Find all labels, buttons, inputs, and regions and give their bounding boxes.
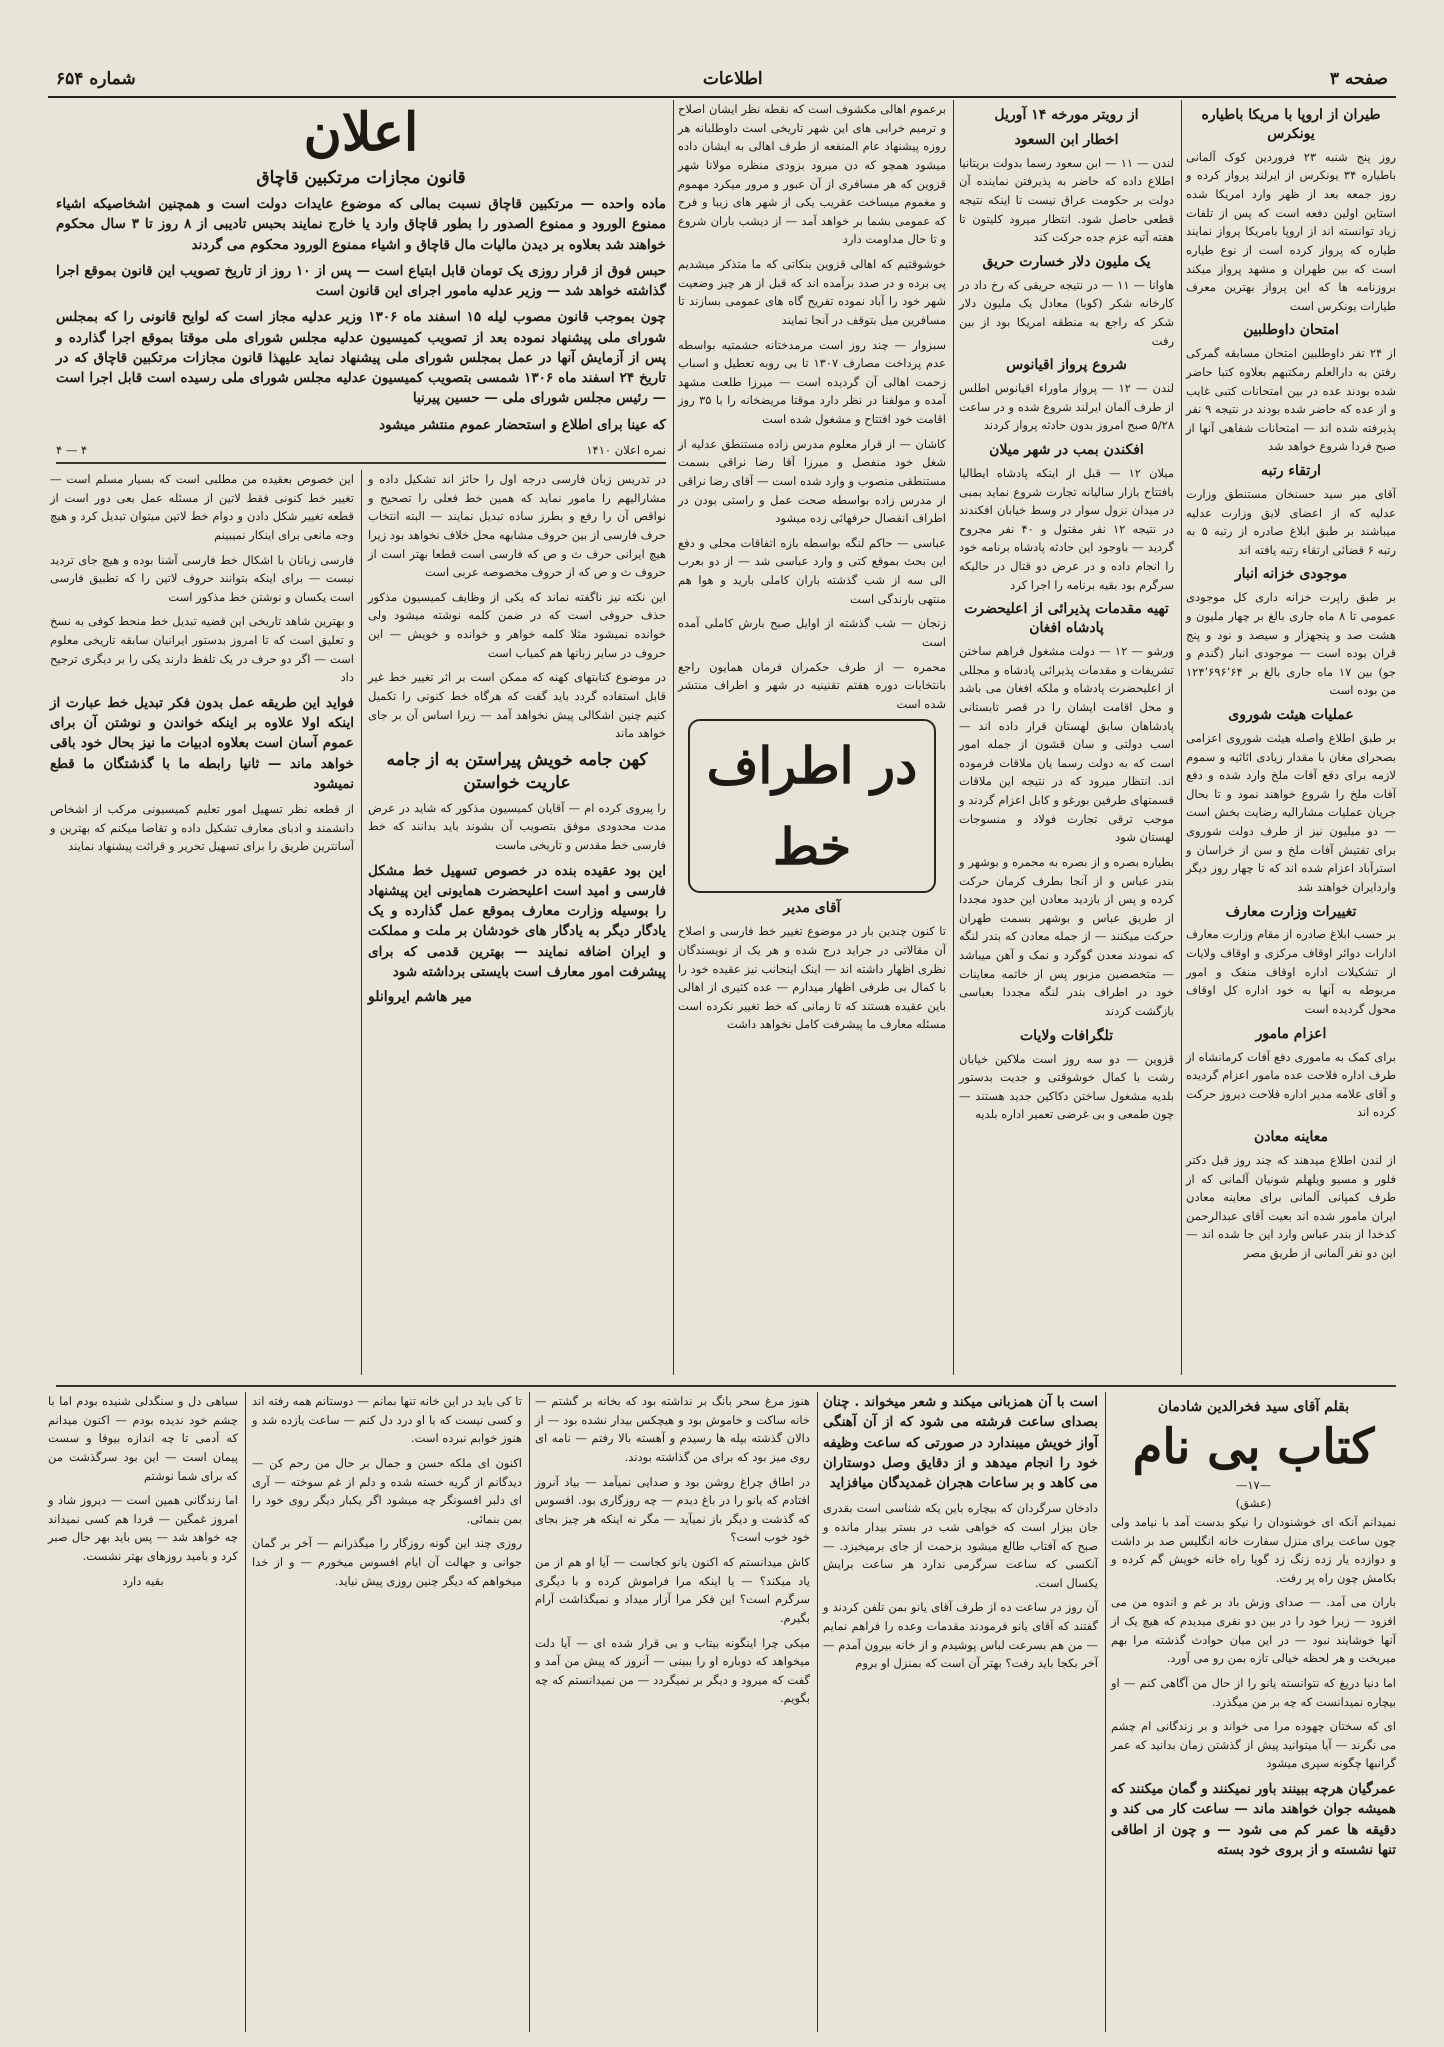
article-text: آقای میر سید حسنخان مستنطق وزارت عدلیه که از اعضای لایق وزارت عدلیه میباشند بر طبق ابلاغ صادره از رتبه ۵ به رتبه ۶ قضائی ارتقاء رتبه یافته اند (1186, 486, 1396, 557)
law-text: حبس فوق از قرار روزی یک تومان قابل ابتیاع است — پس از ۱۰ روز از تاریخ تصویب این قانون بموقع اجرا گذاشته خواهد شد — وزیر عدلیه مامور اجرای این قانون است (56, 262, 666, 300)
headline: افکندن بمب در شهر میلان (989, 442, 1144, 459)
law-text: ماده واحده — مرتکبین قاچاق نسبت بمالی که موضوع عایدات دولت است و همچنین اشخاصیکه اشیاء ممنوع الورود و ممنوع الصدور را بطور قاچاق وارد یا خارج نمایند بحبس تادیبی از ۸ روز تا ۳ سال محکوم خواهند شد بعلاوه بر دیدن مالیات مال قاچاق و اشیاء ممنوع الورود محکوم می گردند (56, 196, 666, 253)
article-text: فواید این طریقه عمل بدون فکر تبدیل خط عبارت از اینکه اولا علاوه بر اینکه خواندن و نوشتن آن برای عموم آسان است بعلاوه ادبیات ما نیز بحال خود باقی خواهد ماند — ثانیا رابطه ما با گذشتگان ما قطع نمیشود (50, 694, 354, 792)
article-text: را پیروی کرده ام — آقایان کمیسیون مذکور که شاید در عرض مدت محدودی موفق بتصویب آن بشوند باید بدانند که خط فارسی خط مقدس و تاریخی ماست (368, 800, 666, 852)
article-text: تا کی باید در این خانه تنها بمانم — دوستانم همه رفته اند و کسی نیست که با او درد دل کنم — ساعت یازده شد و هنوز خوابم نبرده است. (252, 1394, 522, 1446)
to-be-continued: بقیه دارد (122, 1573, 164, 1588)
article-text: روز پنج شنبه ۲۳ فروردین کوک آلمانی باطیاره ۳۴ یونکرس از ایرلند پرواز کرده و روز جمعه بعد از ظهر وارد امریکا شده استاین اولین دفعه است که پس از تلفات زیاد توانسته اند از اروپا بامریکا پرواز نمایند طیاره که پرواز کرده است از نوع طیاره است که بین طهران و مشهد پرواز میکند بروزنامه ها که این پرواز بهترین معرف طیارات یونکرس است (1186, 149, 1397, 313)
chapter-number: —۱۷— (1235, 1477, 1272, 1492)
article-text: میلان ۱۲ — قبل از اینکه پادشاه ایطالیا بافتتاح بازار سالیانه تجارت شروع نماید بمبی در میدان نزول سوار در وسط خیابان افکندند در نتیجه ۱۲ نفر مقتول و ۴۰ نفر مجروح گردید — باوجود این حادثه پادشاه برنامه خود را انجام داده و در عرض دو قتال در حالیکه سرگرم بود بقیه برنامه را اجرا کرد (959, 465, 1175, 592)
headline: اخطار ابن السعود (1014, 131, 1119, 148)
serial-col-1 (1111, 1392, 1396, 2032)
article-text: کاشان — از قرار معلوم مدرس زاده مستنطق عدلیه از شغل خود منفصل و میرزا آقا رضا نراقی بسمت مستنطقی منصوب و وارد شده است — آقای رضا نراقی از مدرس زاده بواسطه صحت عمل و راستی بودن در اطراف انفصال حرفهائی زده میشود (678, 436, 946, 526)
ad-number: نمره اعلان ۱۴۱۰ (586, 442, 666, 457)
article-text: برعموم اهالی مکشوف است که نقطه نظر ایشان اصلاح و ترمیم خرابی های این شهر تاریخی است داوطلبانه هر روزه پیشنهاد عام المنفعه از طرف اهالی به ایشان داده میشود همچو که دن میرود بزودی منظره مولانا شهر قزوین که هر مسافری از آن عبور و مرور میکرد مهموم و مغموم میساخت عقریب یکی از شهر های زیبا و فرح که عمومی بشما بر خواهد آمد — از دیشب باران شروع و تا حال مداومت دارد (678, 102, 946, 247)
headline: شروع پرواز اقیانوس (1006, 357, 1127, 374)
section-title: در اطراف خط (688, 719, 936, 893)
article-text: برای کمک به ماموری دفع آفات کرمانشاه از طرف اداره فلاحت عده مامور اعزام گردیده و آقای علامه مدیر اداره فلاحت دیروز حرکت کرده اند (1186, 1049, 1396, 1120)
article-text: بر طبق راپرت خزانه داری کل موجودی عمومی تا ۸ ماه جاری بالغ بر چهار ملیون و هشت صد و پنجهزار و سیصد و نود و پنج قران بوده است — موجودی انبار (گندم و جو) بین ۱۷ ماه جاری بالغ بر ۱۲۴٬۶۹۶٬۶۴ من بوده است (1186, 590, 1396, 698)
article-text: ای که سختان چهوده مرا می خواند و بر زندگانی ام چشم می نگرند — آیا میتوانید پیش از گذشتن زمان بدانید که عمر گرانبها چگونه سپری میشود (1111, 1719, 1396, 1771)
headline: اعزام مامور (1255, 1025, 1327, 1042)
article-text: نمیدانم آنکه ای خوشنودان را نیکو بدست آمد با نیامد ولی چون ساعت یرای منزل سفارت خانه انگلیس صد بر داشت و دوازده یار زده زنگ زد گویا راه خانه خویش گم کرده و بکامش چون راه پر رفت. (1111, 1514, 1396, 1585)
column-rule (529, 1392, 530, 2032)
column-reuters (959, 100, 1174, 1375)
column-rule (245, 1392, 246, 2032)
column-rule (817, 1392, 818, 2032)
article-text: این نکته نیز ناگفته نماند که یکی از وظایف کمیسیون مذکور حذف حروفی است که در ضمن کلمه نوشته میشود ولی خوانده نمیشود مثلا کلمه خواهر و خوانده و خویش — این حروف در سایر زبانها هم کمیاب است (368, 589, 666, 660)
article-text: اکنون ای ملکه حسن و جمال بر حال من رحم کن — دیدگانم از گریه خسته شده و دلم از غم سوخته — آری ای دلبر افسونگر چه میشود اگر یکبار دیگر روی خود را بمن بنمائی. (252, 1455, 522, 1526)
masthead (48, 62, 1396, 98)
article-text: عمرگیان هرچه ببینند باور نمیکنند و گمان میکنند که همیشه جوان خواهند ماند — ساعت کار می کند و دقیقه ها عمر کم می شود — و چون از اطاقی تنها نشسته و از بروی خود بسته (1111, 1781, 1396, 1858)
article-text: بر حسب ابلاغ صادره از مقام وزارت معارف ادارات دوائر اوقاف مرکزی و اوقاف ولایات از تشکیلات اداره اوقاف منفک و امور مربوطه به آنها به خود اداره کل اوقاف محول گردیده است (1186, 927, 1396, 1016)
article-text: کاش میدانستم که اکنون یانو کجاست — آیا او هم از من یاد میکند؟ — یا اینکه مرا فراموش کرده و با دیگری سرگرم است؟ این فکر مرا آزار میداد و نمیگذاشت آرام بگیرم. (535, 1555, 810, 1625)
article-text: این خصوص بعقیده من مطلبی است که بسیار مسلم است — تغییر خط کنونی فقط لاتین از مسئله عمل بعی دور است از قطعه تغییر شکل دادن و دوام خط لاتین میتوان تبدیل کرد و هیچ وجه مانعی برای اینکار نمیبینم (50, 472, 354, 542)
article-text: هاوانا — ۱۱ — در نتیجه حریقی که رخ داد در کارخانه شکر (کوبا) معادل یک ملیون دلار شکر که راجع به منطقه امریکا بود از بین رفت (959, 277, 1174, 348)
article-text: بر طبق اطلاع واصله هیئت شوروی اعزامی بصحرای مغان با مقدار زیادی اثاثیه و سموم لازمه برای دفع آفات ملخ وارد شده و دفع آفات ملخ را شروع خواهند نمود و تا بحال جریان عملیات مشارالیه رضایت بخش است — دو میلیون نیز از طرف دولت شوروی برای تفتیش آفات ملخ و سن از خراسان و استرآباد اعزام شده اند که تا چهار روز دیگر واردایران خواهند شد (1186, 730, 1396, 894)
article-text: سبزوار — چند روز است مرمدختانه حشمتیه بواسطه عدم پرداخت مصارف ۱۳۰۷ تا بی روبه تعطیل و اسباب زحمت اهالی آن گردیده است — میرزا طلعت مشهد آمده و مولفنا در نظر دارد موقتا مریضخانه را با ۳۵ روز اقامت خود افتتاح و مشغول شده است (678, 337, 947, 426)
byline: بقلم آقای سید فخرالدین شادمان (1157, 1399, 1350, 1415)
article-text: فارسی زبانان با اشکال خط فارسی آشنا بوده و هیچ جای تردید نیست — برای اینکه بتوانند حروف لاتین را که تطبیق فارسی است یکسان و نوشتن خط مذکور است (50, 552, 354, 604)
article-text: در تدریس زبان فارسی درجه اول را حائز اند تشکیل داده و مشاراليهم را مامور نماید که همین خط فعلی را تصحیح و نواقص آن را رفع و بطرز ساده تبدیل نمایند — البته انتخاب حرف فارسی از بین حروف مشابهه محل خلاف نخواهد بود زیرا هیچ ایرانی حرف ث و ص که فارسی است قطعا بهتر است از حروف ث و ص که از حروف مخصوصه عربی است (367, 472, 666, 580)
article-text: عباسی — حاکم لنگه بواسطه بازه اتفاقات محلی و دفع این بحث بموقع کتی و وارد عباسی شد — از دو بعرب الی سه از شب گذشته باران کاملی بارید و هوا هم منتهی بارندگی است (678, 535, 946, 606)
article-text: بطیاره بصره و از بصره به محمره و بوشهر و بندر عباس و از آنجا بطرف کرمان حرکت کرده و پس از بازدید معادن این حدود مجددا از طریق عباس و بوشهر بسمت طهران حرکت میکنند — از جمله معادن که بندر لنگه که نمودند معدن گوگرد و نمک و آهن میباشد — متخصصین مزبور پس از خاتمه معاینات خود در اطراف بندر لنگه مجددا بعباسی بازگشت کردند (959, 854, 1174, 1018)
headline: تهیه مقدمات پذیرائی از اعلیحضرت پادشاه افغان (964, 601, 1169, 637)
column-rule (1181, 100, 1182, 1375)
article-text: روزی چند این گونه روزگار را میگذرانم — آخر بر گمان جوانی و جهالت آن ایام افسوس میخورم — و از خدا میخواهم که دیگر چنین روزی پیش نیاید. (252, 1536, 522, 1588)
article-text: قزوین — دو سه روز است ملاکین خیابان رشت با کمال خوشوقتی و جدیت بدستور بلدیه مشغول ساختن دکاکین جدید هستند — چون طمعی و بی غرضی تعمیر اداره بلدیه (959, 1051, 1174, 1122)
article-text: اما دنیا دریغ که نتوانسته یانو را از حال من آگاهی کنم — او بیچاره نمیدانست که چه بر من میگذرد. (1111, 1675, 1396, 1709)
article-text: محمره — از طرف حکمران فرمان همایون راجع بانتخابات دوره هفتم تقنینیه در شهر و اطراف منتشر شده است (678, 659, 946, 711)
article-text: تا کنون چندین بار در موضوع تغییر خط فارسی و اصلاح آن مقالاتی در جراید درج شده و هر یک از نویسندگان نظری اظهار داشته اند — اینک اینجانب نیز عقیده خود را با کمال بی طرفی اظهار میدارم — عده کثیری از اهالی باین عقیده هستند که تا زمانی که خط تغییر نکرده است مسئله معارف ما پیشرفت کامل نخواهد داشت (678, 924, 946, 1032)
headline: از رویتر مورخه ۱۴ آوریل (994, 107, 1139, 123)
article-text: و بهترین شاهد تاریخی این قضیه تبدیل خط منحط کوفی به نسخ و تعلیق است که تا امروز بدستور ایرانیان سابقه تاریخی معلوم است — اگر دو حرف در یک تلفظ دارند یکی را بر دیگری ترجیح داد (50, 614, 354, 685)
article-text: زنجان — شب گذشته از اوایل صبح بارش کاملی آمده است (678, 616, 946, 649)
chapter-subtitle: (عشق) (1235, 1496, 1272, 1511)
law-text: چون بموجب قانون مصوب لیله ۱۵ اسفند ماه ۱۳۰۶ وزیر عدلیه مجاز است که لوایح قانونی را که بمجلس شورای ملی پیشنهاد نموده بعد از تصویب کمیسیون عدلیه مجلس شورای ملی موقتا بموقع اجرا گذارده و پس از آزمایش آنها در عمل بمجلس شورای ملی پیشنهاد نماید علیهذا قانون مجازات مرتکبین قاچاق که در تاریخ ۲۴ اسفند ماه ۱۳۰۶ شمسی بتصویب کمیسیون عدلیه مجلس شورای ملی رسیده است قابل اجرا است — رئیس مجلس شورای ملی — حسین پیرنیا (56, 309, 666, 407)
headline: کهن جامه خویش پیراستن به از جامه عاریت خواستن (386, 749, 648, 793)
announcement-title: اعلان (303, 102, 419, 163)
headline: طیران از اروپا با مریکا باطیاره یونکرس (1201, 107, 1381, 142)
article-text: این بود عقیده بنده در خصوص تسهیل خط مشکل فارسی و امید است اعلیحضرت همایونی این پیشنهاد را بوسیله وزارت معارف بموقع عمل گذارده و یک یادگار دیگر به یادگار های خودشان بر ملت و مملکت و ایران اضافه نمایند — بهترین قدمی که برای پیشرفت امور معارف است بایستی برداشته شود (368, 862, 666, 980)
section-rule (56, 462, 666, 464)
column-rule (953, 100, 954, 1375)
column-rule (361, 470, 362, 1375)
signature: میر هاشم ایروانلو (368, 989, 472, 1005)
section-rule (56, 1385, 1396, 1387)
ad-code: ۴ — ۴ (56, 442, 88, 457)
serial-col-2 (823, 1392, 1098, 2032)
article-text: لندن — ۱۲ — پرواز ماوراء اقیانوس اطلس از طرف آلمان ایرلند شروع شده و در ساعت ۵/۲۸ صبح امروز بدون حادثه پرواز کردند (959, 381, 1174, 433)
announcement (56, 100, 666, 457)
article-text: میکی چرا اینگونه بیتاب و بی قرار شده ای — آیا دلت میخواهد که دوباره او را ببینی — آنروز که پیش من آمد و گفت که میرود و دیگر بر نمیگردد — من نمیدانستم که چه بگویم. (535, 1635, 810, 1706)
article-text: است با آن همزبانی میکند و شعر میخواند . چنان بصدای ساعت فرشته می شود که از آن آهنگی آواز خویش میبندارد در صورتی که ساعت وظیفه خود را انجام میدهد و از دقایق وصل دوستاران می کاهد و بر ساعات هجران غمدیدگان میافزاید (823, 1394, 1098, 1491)
page-label: صفحه ۳ (1329, 69, 1388, 89)
article-text: از قطعه نظر تسهیل امور تعلیم کمیسیونی مرکب از اشخاص دانشمند و ادبای معارف تشکیل داده و تقاضا میکنم که بهترین و آسانترین طریق را برای تسهیل تحریر و قرائت پیشنهاد نمایند (50, 802, 354, 854)
headline: تغییرات وزارت معارف (1225, 903, 1357, 920)
law-text: که عینا برای اطلاع و استحضار عموم منتشر میشود (379, 416, 666, 433)
script-article-left (50, 470, 354, 1375)
serial-title: کتاب بی نام (1132, 1418, 1375, 1475)
script-article-right (368, 470, 666, 1375)
serial-col-5 (48, 1392, 238, 2032)
headline: تلگرافات ولایات (1020, 1027, 1113, 1044)
article-text: در اطاق چراغ روشن بود و صدایی نمیآمد — بیاد آنروز افتادم که یانو را در باغ دیدم — چه روزگاری بود. افسوس که گذشت و دیگر باز نمیآید — مگر نه اینکه هر چیز بجای خود خوب است؟ (535, 1474, 810, 1545)
article-text: ورشو — ۱۲ — دولت مشغول فراهم ساختن تشریفات و مقدمات پذیرائی پادشاه و مجللی از اعلیحضرت پادشاه و ملکه افغان می باشد و محل اقامت ایشان را در قصر تابستانی پادشاهان سابق لهستان قرار داده اند — اسب دولتی و سان قشون از جمله امور است که به دولت رسما یان ملاقات فرموده اند. انتظار میرود که در نتیجه این ملاقات قسمتهای طرفین بورغو و کابل اعزام گردند و موجب ترقی تجارت فولاد و منسوجات لهستان شود (959, 644, 1174, 845)
headline: یک ملیون دلار خسارت حریق (982, 253, 1151, 270)
column-news (678, 100, 946, 1375)
article-text: از ۲۴ نفر داوطلبین امتحان مسابقه گمرکی رفتن به دارالعلم رمکتبهم بعلاوه کتبا حاضر شده بودند عده در بین امتحانات کتبی غایب و از عده که حاضر شده بودند در نتیجه ۹ نفر پذیرفته شده اند — امتحانات شفاهی آنها از صبح فردا شروع خواهد شد (1186, 346, 1397, 454)
article-text: اما زندگانی همین است — دیروز شاد و امروز غمگین — فردا هم کسی نمیداند چه خواهد شد — پس باید بهر حال صبر کرد و بامید روزهای بهتر نشست. (48, 1493, 238, 1563)
headline: عملیات هیئت شوروی (1228, 707, 1354, 724)
serial-col-3 (535, 1392, 810, 2032)
article-text: هنوز مرغ سحر بانگ بر نداشته بود که بخانه بر گشتم — خانه ساکت و خاموش بود و هیچکس بیدار نشده بود — از دالان گذشته بپله ها رسیدم و آهسته بالا رفتم — نامه ای روی میز بود که برای من گذاشته بودند. (535, 1394, 810, 1464)
serial-col-4 (252, 1392, 522, 2032)
headline: آقای مدیر (783, 900, 841, 917)
column-rule (1105, 1392, 1106, 2032)
headline: موجودی خزانه انبار (1234, 566, 1348, 583)
article-text: سیاهی دل و سنگدلی شنیده بودم اما با چشم خود ندیده بودم — اکنون میدانم که آدمی تا چه اندازه بیوفا و سست پیمان است — این بود سرگذشت من که برای شما نوشتم (48, 1394, 238, 1483)
article-text: لندن — ۱۱ — ابن سعود رسما بدولت بریتانیا اطلاع داده که حاضر به پذیرفتن نماینده آن دولت بر حکومت عراق نیست تا اینکه نتیجه قطعی حاصل شود. انتظار میرود کلیتون تا هفته آتیه عزم جده حرکت کند (959, 155, 1174, 245)
paper-name: اطلاعات (702, 69, 763, 89)
article-text: در موضوع کتابتهای کهنه که ممکن است بر اثر تغییر خط غیر قابل استفاده گردد باید گفت که هرگاه خط کنونی را تکمیل کنیم چنین اشکالی پیش نخواهد آمد — زیرا اساس آن بر جای خواهد ماند (368, 670, 666, 741)
article-text: دادخان سرگردان که بیچاره باین یکه شناسی است بقدری جان بیزار است که خواهی شب در بستر بیدار مانده و صبح که آفتاب طالع میشود بزحمت از جای برمیخیزد. — آنکسی که ساعت سرگرمی ندارد هر ساعت برایش یکسال است. (823, 1501, 1098, 1590)
article-text: از لندن اطلاع میدهند که چند روز قبل دکتر فلور و مسیو ویلهلم شونیان آلمانی که از طرف کمپانی آلمانی برای معاینه معادن ایران مامور شده اند بعیت آقای عبدالرحمن کدخدا از بندر عباس وارد این جا شده اند — این دو نفر آلمانی از طریق مصر (1186, 1152, 1396, 1261)
column-rule (673, 100, 674, 1375)
issue-label: شماره ۶۵۴ (56, 69, 136, 89)
headline: معاینه معادن (1253, 1129, 1329, 1145)
column-right (1186, 100, 1396, 1375)
article-text: باران می آمد. — صدای وزش باد بر غم و اندوه من می افزود — زیرا خود را در بین دو نفری میدیدم که هیچ یک از آنها خوشایند نبود — در این میان حوادث گذشته مرا بهم میریخت و هر لحظه خیالی تازه بمن رو می آورد. (1111, 1595, 1396, 1666)
article-text: آن روز در ساعت ده از طرف آقای یانو بمن تلفن کردند و گفتند که آقای یانو فرمودند مقدمات وعده را فراهم نمایم — من هم بسرعت لباس پوشیدم و از خانه بیرون آمدم — آخر بکجا باید رفت؟ بهتر آن است که بمنزل او بروم (823, 1600, 1098, 1671)
headline: ارتقاء رتبه (1261, 463, 1321, 480)
article-text: خوشوقتیم که اهالی قزوین بنکاتی که ما متذکر میشدیم پی برده و در صدد برآمده اند که قبل از هر چیز وضعیت شهر خود را آباد نموده تفریح گاه های عمومی بسازند تا مسافرین میل بتوقف در آنجا نمایند (678, 257, 946, 327)
headline: امتحان داوطلبین (1243, 322, 1339, 339)
headline: قانون مجازات مرتکبین قاچاق (256, 168, 466, 189)
